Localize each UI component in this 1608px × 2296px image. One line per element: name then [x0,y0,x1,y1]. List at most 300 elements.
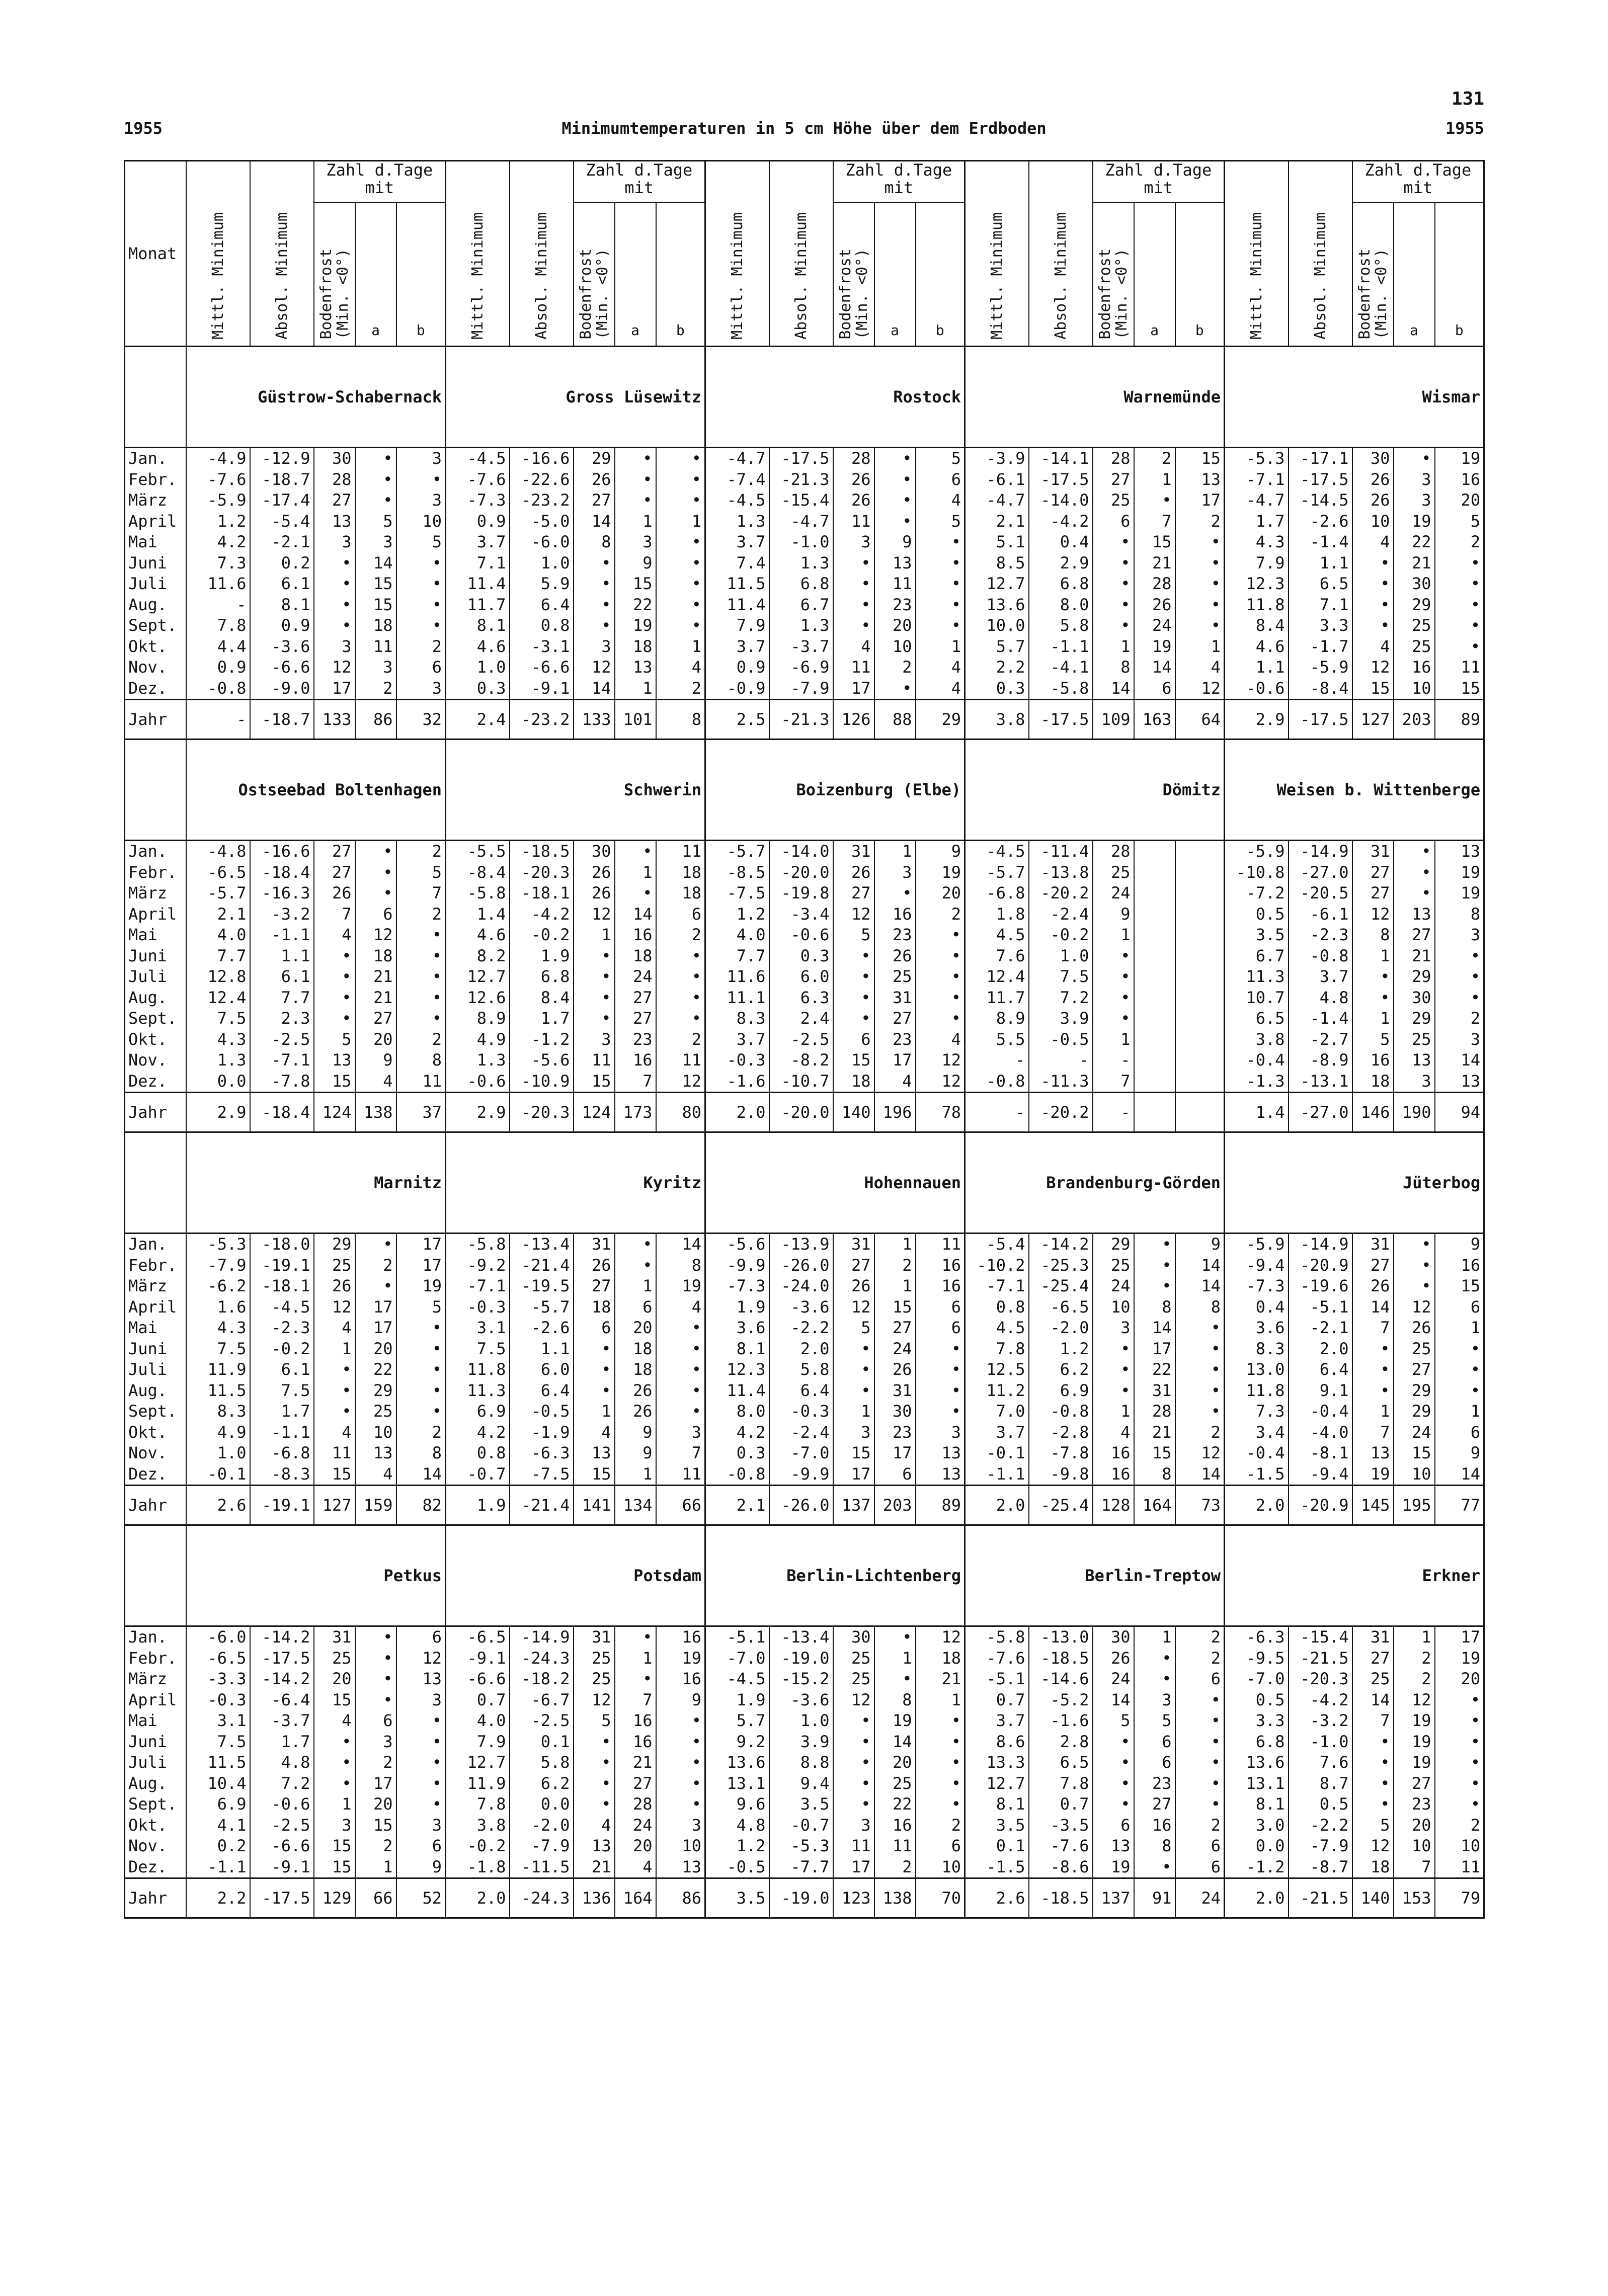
table-cell: 12 [833,904,874,925]
table-cell: 14 [574,511,615,532]
table-cell: 27 [314,841,355,862]
table-cell: 26 [574,883,615,904]
table-cell: 6 [916,469,965,490]
table-cell: -22.6 [510,469,574,490]
station-name: Berlin-Lichtenberg [705,1525,965,1626]
table-cell: 3.7 [705,636,769,658]
table-cell: 14 [1134,657,1175,678]
table-cell: -10.2 [965,1255,1029,1276]
table-cell: • [833,1710,874,1732]
jahr-label: Jahr [125,1878,186,1918]
table-cell: 6 [355,904,396,925]
bodenfrost-header [833,202,874,347]
jahr-cell: -27.0 [1289,1093,1352,1132]
jahr-cell: 88 [874,700,916,740]
table-cell: 13 [314,1050,355,1071]
table-cell: • [1093,1008,1134,1029]
table-cell: -14.2 [1029,1234,1093,1255]
table-cell [1134,1008,1175,1029]
table-cell: 28 [314,469,355,490]
table-cell: 20 [615,1836,656,1857]
table-cell: 21 [615,1752,656,1773]
table-cell: 6.5 [1029,1752,1093,1773]
table-cell: 11.4 [705,1380,769,1402]
bodenfrost-label: Bodenfrost (Min. <0°) [317,249,352,340]
station-row [125,347,1484,448]
jahr-cell: 78 [916,1093,965,1132]
table-cell: -14.1 [1029,448,1093,469]
table-cell: -7.9 [769,678,833,700]
table-cell: 7.7 [186,946,250,967]
table-cell: • [656,469,705,490]
table-cell: • [1134,1276,1175,1297]
jahr-row [125,700,1484,740]
table-cell: 26 [833,469,874,490]
jahr-cell: 2.4 [446,700,510,740]
mittl-minimum-label: Mittl. Minimum [728,212,746,340]
absol-minimum-header [1029,161,1093,347]
table-cell: 10 [874,636,916,658]
table-cell: 21 [1134,553,1175,574]
table-cell: • [355,469,396,490]
table-cell: • [874,678,916,700]
table-cell: 1 [874,841,916,862]
table-cell: 26 [1352,1276,1394,1297]
table-cell: 6 [574,1318,615,1339]
table-cell: 1 [1134,1626,1175,1648]
table-cell: -9.1 [446,1648,510,1669]
table-cell: -8.9 [1289,1050,1352,1071]
table-row [125,657,1484,678]
table-cell: • [656,1710,705,1732]
table-cell: • [1435,1794,1484,1815]
table-cell: 1 [1093,1029,1134,1050]
table-cell: -5.8 [446,1234,510,1255]
table-cell: 21 [355,988,396,1009]
table-cell: 0.1 [510,1732,574,1753]
table-cell: -4.2 [1029,511,1093,532]
table-cell: -2.2 [1289,1815,1352,1836]
table-cell: 2 [355,678,396,700]
table-cell: 9.4 [769,1773,833,1794]
table-cell: 1.2 [186,511,250,532]
table-cell: 8 [396,1050,446,1071]
table-cell: 1.2 [705,904,769,925]
table-cell: 26 [615,1401,656,1422]
mittl-minimum-header [1225,161,1289,347]
table-cell: 4.2 [705,1422,769,1443]
table-cell: • [833,988,874,1009]
absol-minimum-header [1289,161,1352,347]
table-cell: -0.5 [1029,1029,1093,1050]
table-cell: 11.1 [705,988,769,1009]
table-cell: • [1134,1857,1175,1878]
station-name: Ostseebad Boltenhagen [186,740,446,841]
month-label: Juli [125,1752,186,1773]
jahr-cell: -24.3 [510,1878,574,1918]
table-cell: 2 [874,1255,916,1276]
table-cell [1134,966,1175,988]
jahr-cell: -20.2 [1029,1093,1093,1132]
table-cell: 1 [1093,636,1134,658]
table-cell: • [615,1234,656,1255]
table-cell: 7.9 [446,1732,510,1753]
table-cell: 6 [1134,678,1175,700]
table-cell: • [916,1794,965,1815]
table-cell: 1 [314,1339,355,1360]
table-cell: • [656,1752,705,1773]
table-cell: 20 [355,1029,396,1050]
table-cell: 2 [1175,1648,1225,1669]
table-cell: • [1352,1773,1394,1794]
table-cell: 1.9 [510,946,574,967]
table-cell: 17 [355,1773,396,1794]
table-cell: • [656,1401,705,1422]
table-cell: • [916,615,965,636]
table-cell: -4.7 [965,490,1029,511]
table-cell: 26 [314,1276,355,1297]
table-cell: 20 [314,1669,355,1690]
table-cell: 3 [615,532,656,553]
table-cell: 11 [874,573,916,595]
jahr-cell: -18.4 [250,1093,314,1132]
table-cell: • [1093,988,1134,1009]
month-label: Sept. [125,1794,186,1815]
month-label: Okt. [125,1029,186,1050]
table-cell [1175,841,1225,862]
table-cell: -7.3 [705,1276,769,1297]
jahr-cell: -19.1 [250,1486,314,1525]
table-cell: 8.6 [965,1732,1029,1753]
table-cell: 9 [1435,1443,1484,1464]
month-label: Okt. [125,1422,186,1443]
table-cell [1134,925,1175,946]
table-cell: 13.1 [1225,1773,1289,1794]
jahr-row [125,1486,1484,1525]
table-cell: 0.2 [186,1836,250,1857]
table-cell: 15 [355,573,396,595]
table-cell: 1 [656,511,705,532]
table-cell: 12 [1352,904,1394,925]
table-cell: 8.9 [965,1008,1029,1029]
table-cell: 1 [1435,1318,1484,1339]
table-cell: • [656,1794,705,1815]
table-cell: • [1175,1773,1225,1794]
table-cell: 15 [314,1071,355,1093]
table-cell: • [916,532,965,553]
table-cell: -15.4 [1289,1626,1352,1648]
table-cell: -2.3 [250,1318,314,1339]
month-label: Aug. [125,988,186,1009]
table-cell: 28 [1093,448,1134,469]
table-cell: 27 [314,862,355,883]
table-cell: • [1435,1690,1484,1711]
table-cell: 6.1 [250,966,314,988]
table-cell: 12 [574,657,615,678]
jahr-cell: -17.5 [1029,700,1093,740]
jahr-cell: 86 [656,1878,705,1918]
table-cell: 0.3 [965,678,1029,700]
table-cell: 4 [916,490,965,511]
table-cell: 23 [874,1422,916,1443]
table-cell: 28 [1134,1401,1175,1422]
table-cell: 7.5 [186,1339,250,1360]
table-cell: 4.0 [705,925,769,946]
table-cell: 25 [1394,1339,1435,1360]
table-cell: 18 [656,883,705,904]
table-cell: 6 [396,1836,446,1857]
month-label: Dez. [125,1071,186,1093]
table-cell: • [355,862,396,883]
table-cell: 2 [916,904,965,925]
table-cell: 8 [874,1690,916,1711]
table-cell: • [1435,1773,1484,1794]
table-cell: 17 [833,1464,874,1486]
table-cell: 3 [1435,1029,1484,1050]
table-cell: -6.9 [769,657,833,678]
table-cell: 22 [1394,532,1435,553]
table-cell: 15 [574,1464,615,1486]
table-cell: 13.6 [1225,1752,1289,1773]
table-row [125,1422,1484,1443]
table-cell: 29 [1394,1380,1435,1402]
table-cell: -16.6 [510,448,574,469]
table-cell: -13.4 [769,1626,833,1648]
station-name: Schwerin [446,740,705,841]
table-cell: 10 [1352,511,1394,532]
table-cell: -3.4 [769,904,833,925]
table-cell: 5 [1435,511,1484,532]
table-cell: 7 [656,1443,705,1464]
month-label: Juni [125,1732,186,1753]
table-cell: • [396,1710,446,1732]
station-name: Warnemünde [965,347,1225,448]
table-cell: 13 [574,1836,615,1857]
table-cell: • [355,1626,396,1648]
table-cell: 0.3 [446,678,510,700]
table-cell: 0.9 [446,511,510,532]
table-cell: 11.6 [186,573,250,595]
month-label: Mai [125,532,186,553]
table-cell: 11 [874,1836,916,1857]
table-cell: -7.1 [965,1276,1029,1297]
table-cell: -0.7 [446,1464,510,1486]
table-cell: 30 [1394,573,1435,595]
table-cell: 23 [874,595,916,616]
jahr-cell: 66 [656,1486,705,1525]
table-cell: • [1175,595,1225,616]
month-label: Dez. [125,1857,186,1878]
table-cell: 6.9 [1029,1380,1093,1402]
table-cell: • [396,1359,446,1380]
month-label: Juni [125,553,186,574]
table-cell: 27 [1394,1773,1435,1794]
table-row [125,511,1484,532]
table-cell: 14 [1175,1464,1225,1486]
table-cell: 1 [615,678,656,700]
table-cell: 8 [396,1443,446,1464]
table-cell: 3.8 [1225,1029,1289,1050]
station-row [125,1525,1484,1626]
table-cell: • [916,988,965,1009]
table-cell: 5 [916,448,965,469]
table-cell: 25 [355,1401,396,1422]
table-row [125,988,1484,1009]
table-cell: 2 [1134,448,1175,469]
table-row [125,595,1484,616]
table-cell: 13 [874,553,916,574]
table-cell: -19.5 [510,1276,574,1297]
table-cell: 10 [916,1857,965,1878]
station-row-blank [125,1132,186,1234]
table-cell: 19 [1435,883,1484,904]
table-cell: 0.5 [1225,1690,1289,1711]
table-cell: 11 [916,1234,965,1255]
table-cell: • [916,595,965,616]
table-cell: 16 [615,925,656,946]
table-cell: 19 [1394,1732,1435,1753]
table-cell: 14 [1435,1464,1484,1486]
table-cell: 3.7 [965,1710,1029,1732]
table-cell: 6 [1175,1669,1225,1690]
table-cell: 24 [1093,1276,1134,1297]
table-cell: 1.9 [705,1297,769,1318]
table-cell: 31 [1352,841,1394,862]
table-cell: 4.2 [186,532,250,553]
table-cell: • [1435,615,1484,636]
table-cell: 25 [1352,1669,1394,1690]
table-cell: 2 [355,1752,396,1773]
table-cell: • [396,553,446,574]
table-cell: 9 [874,532,916,553]
table-cell: 26 [1394,1318,1435,1339]
table-cell: 12 [1394,1297,1435,1318]
table-cell: 1.0 [446,657,510,678]
table-cell: 0.5 [1289,1794,1352,1815]
absol-minimum-label: Absol. Minimum [1052,212,1070,340]
table-cell: • [656,966,705,988]
table-cell: 8.1 [446,615,510,636]
table-cell: 10.7 [1225,988,1289,1009]
table-cell: 12 [1352,657,1394,678]
table-cell: 9 [1093,904,1134,925]
table-cell: 2 [1175,511,1225,532]
table-cell: 12 [656,1071,705,1093]
table-cell: 23 [1134,1773,1175,1794]
table-cell: • [656,1773,705,1794]
table-cell: 13 [1435,1071,1484,1093]
table-cell: 25 [314,1255,355,1276]
jahr-cell: 70 [916,1878,965,1918]
table-cell: 12 [833,1690,874,1711]
table-cell: 12 [916,1626,965,1648]
table-cell: -13.0 [1029,1626,1093,1648]
jahr-cell: 64 [1175,700,1225,740]
table-cell: 18 [615,1359,656,1380]
table-row [125,1029,1484,1050]
jahr-cell: -17.5 [250,1878,314,1918]
absol-minimum-label: Absol. Minimum [792,212,810,340]
station-name: Kyritz [446,1132,705,1234]
jahr-cell: 79 [1435,1878,1484,1918]
table-cell: 3.4 [1225,1422,1289,1443]
jahr-cell: - [1093,1093,1134,1132]
table-cell: 14 [1175,1255,1225,1276]
station-name: Hohennauen [705,1132,965,1234]
table-cell: 5.7 [705,1710,769,1732]
table-cell: 5 [314,1029,355,1050]
table-cell: • [396,1380,446,1402]
bodenfrost-label: Bodenfrost (Min. <0°) [1355,249,1390,340]
table-cell: 30 [1093,1626,1134,1648]
table-cell: 25 [833,1669,874,1690]
station-name: Dömitz [965,740,1225,841]
table-cell: 11.3 [446,1380,510,1402]
table-cell: 25 [1394,1029,1435,1050]
jahr-cell: 145 [1352,1486,1394,1525]
table-cell: -5.8 [1029,678,1093,700]
jahr-cell: -26.0 [769,1486,833,1525]
table-cell [1134,883,1175,904]
table-row [125,1690,1484,1711]
zahl-tage-header: Zahl d.Tage mit [314,161,446,203]
table-cell: 16 [1352,1050,1394,1071]
table-cell: • [574,595,615,616]
table-cell: -8.2 [769,1050,833,1071]
table-cell: 11 [833,511,874,532]
table-cell [1175,966,1225,988]
table-cell: 1.2 [705,1836,769,1857]
table-cell: 8 [1134,1464,1175,1486]
table-cell: 1 [874,1276,916,1297]
table-cell: 7.5 [446,1339,510,1360]
table-cell: 2.4 [769,1008,833,1029]
table-cell: -6.7 [510,1690,574,1711]
table-cell: • [656,448,705,469]
table-cell: -6.5 [446,1626,510,1648]
table-cell: 11.5 [186,1752,250,1773]
jahr-cell: 124 [314,1093,355,1132]
table-cell: 7.2 [250,1773,314,1794]
table-cell: -1.1 [1029,636,1093,658]
table-cell: • [833,595,874,616]
table-cell: 19 [1134,636,1175,658]
table-cell: 4 [1175,657,1225,678]
table-cell: -17.5 [1289,469,1352,490]
table-cell: 9 [615,1422,656,1443]
table-cell: 1.4 [446,904,510,925]
jahr-cell: 73 [1175,1486,1225,1525]
table-cell: -6.6 [250,1836,314,1857]
month-label: Mai [125,1318,186,1339]
table-cell: 27 [874,1008,916,1029]
station-name: Erkner [1225,1525,1484,1626]
table-cell: 7.5 [186,1732,250,1753]
table-cell [1175,904,1225,925]
table-cell: 29 [1394,966,1435,988]
table-cell: 0.9 [705,657,769,678]
table-cell: -2.6 [1289,511,1352,532]
table-cell: 27 [615,988,656,1009]
table-cell: • [1435,988,1484,1009]
table-cell: • [1352,1752,1394,1773]
table-cell: • [1134,1669,1175,1690]
jahr-cell: 2.1 [705,1486,769,1525]
table-cell: 1.0 [769,1710,833,1732]
table-cell: -2.4 [769,1422,833,1443]
table-cell: -4.2 [1289,1690,1352,1711]
table-cell: 16 [916,1255,965,1276]
